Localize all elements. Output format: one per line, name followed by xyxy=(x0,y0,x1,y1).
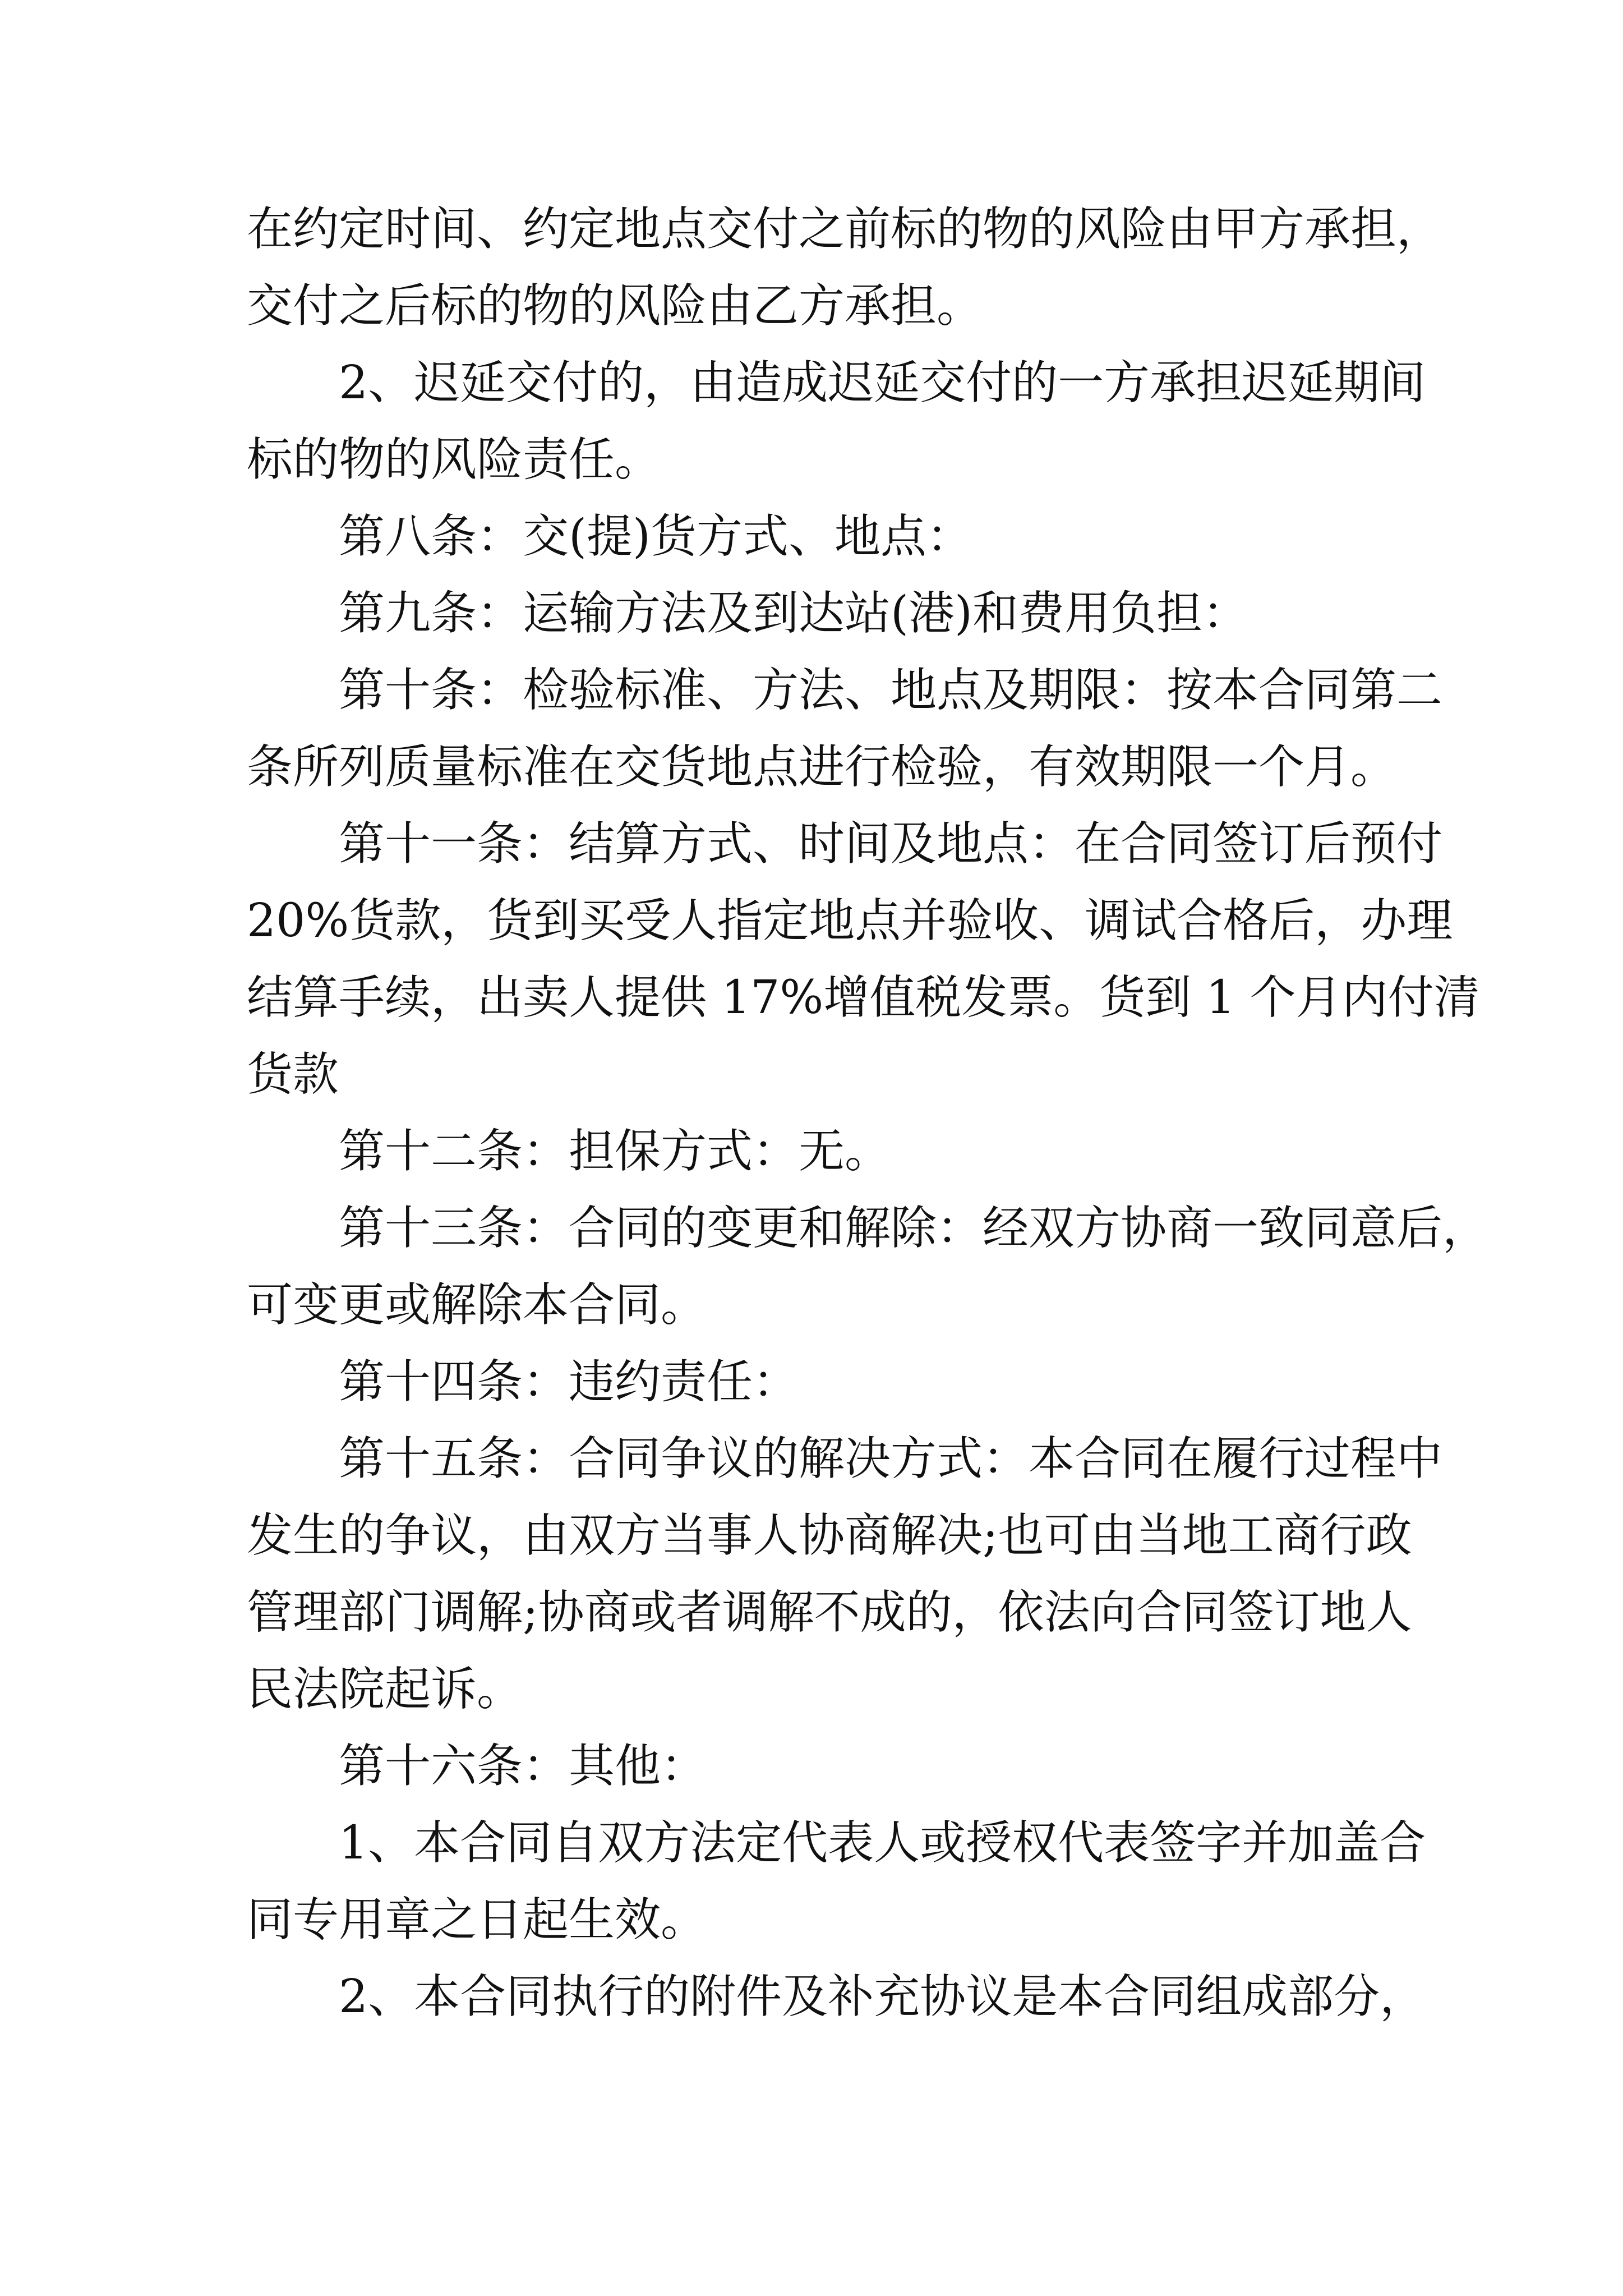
text-line: 第八条：交(提)货方式、地点： xyxy=(339,510,972,563)
text-line: 条所列质量标准在交货地点进行检验，有效期限一个月。 xyxy=(247,740,1397,794)
text-line: 标的物的风险责任。 xyxy=(247,433,661,486)
text-line: 2、迟延交付的，由造成迟延交付的一方承担迟延期间 xyxy=(339,356,1426,409)
text-line: 管理部门调解;协商或者调解不成的，依法向合同签订地人 xyxy=(247,1586,1412,1639)
text-line: 可变更或解除本合同。 xyxy=(247,1278,707,1332)
document-body xyxy=(247,191,1489,2035)
text-line: 发生的争议，由双方当事人协商解决;也可由当地工商行政 xyxy=(247,1509,1412,1562)
text-line: 2、本合同执行的附件及补充协议是本合同组成部分， xyxy=(339,1970,1426,2023)
text-line: 20%货款，货到买受人指定地点并验收、调试合格后，办理 xyxy=(247,894,1453,947)
text-line: 民法院起诉。 xyxy=(247,1663,523,1716)
text-line: 第十五条：合同争议的解决方式：本合同在履行过程中 xyxy=(339,1432,1443,1485)
text-line: 第十六条：其他： xyxy=(339,1740,707,1793)
text-line: 第十三条：合同的变更和解除：经双方协商一致同意后， xyxy=(339,1202,1489,1255)
text-line: 1、本合同自双方法定代表人或授权代表签字并加盖合 xyxy=(339,1816,1426,1870)
text-line: 第十二条：担保方式：无。 xyxy=(339,1125,891,1178)
text-line: 在约定时间、约定地点交付之前标的物的风险由甲方承担， xyxy=(247,203,1443,256)
text-line: 交付之后标的物的风险由乙方承担。 xyxy=(247,279,983,333)
text-line: 同专用章之日起生效。 xyxy=(247,1893,707,1947)
text-line: 第十四条：违约责任： xyxy=(339,1355,799,1409)
text-line: 第九条：运输方法及到达站(港)和费用负担： xyxy=(339,587,1248,640)
text-line: 结算手续，出卖人提供 17%增值税发票。货到 1 个月内付清 xyxy=(247,971,1480,1024)
text-line: 第十条：检验标准、方法、地点及期限：按本合同第二 xyxy=(339,664,1443,717)
text-line: 第十一条：结算方式、时间及地点：在合同签订后预付 xyxy=(339,817,1443,871)
text-line: 货款 xyxy=(247,1048,339,1101)
